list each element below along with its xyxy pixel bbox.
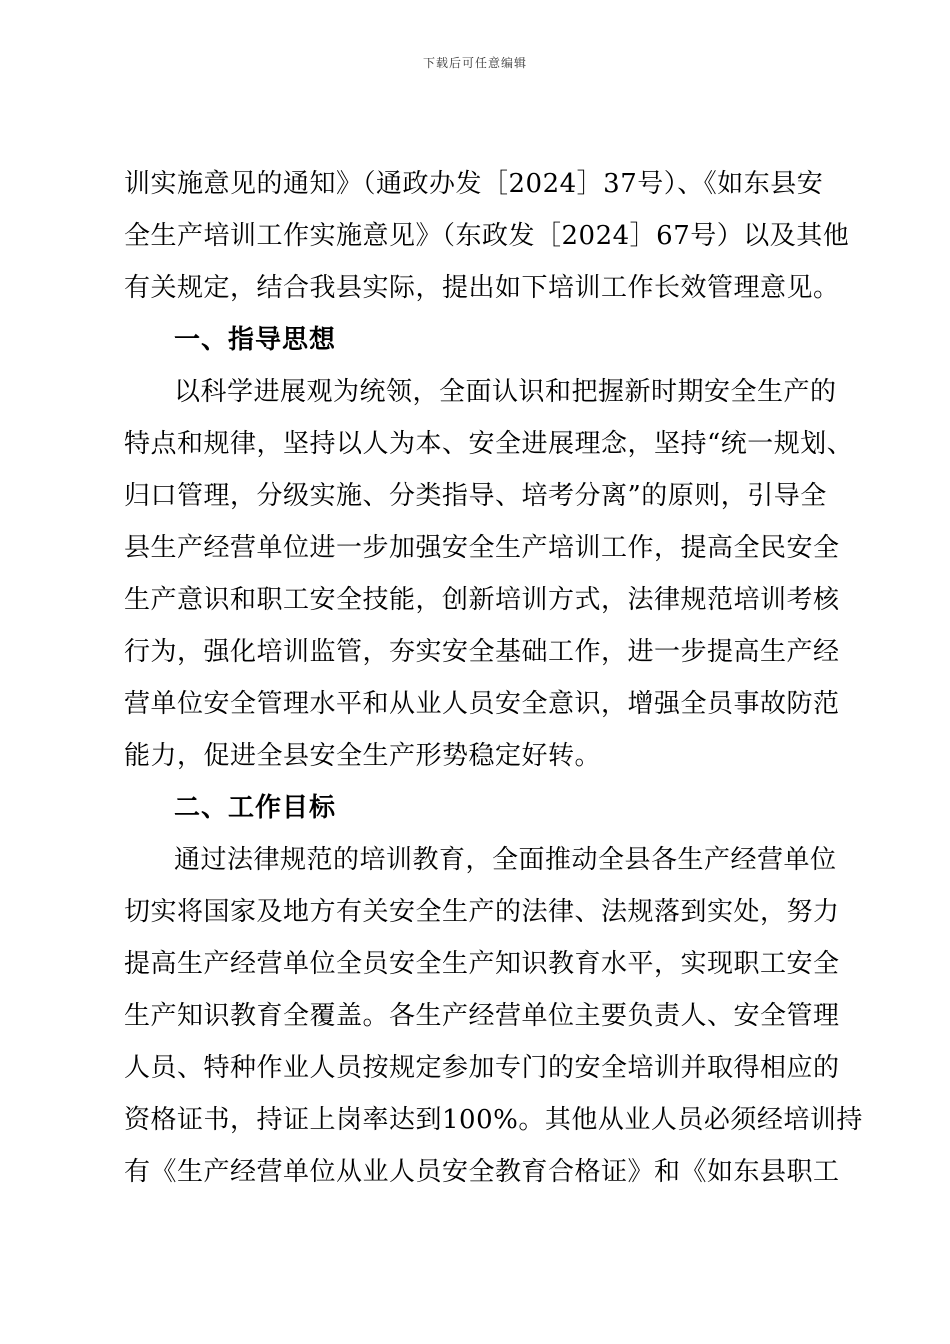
paragraph-line: 有《生产经营单位从业人员安全教育合格证》和《如东县职工 bbox=[124, 1157, 840, 1187]
paragraph-line: 特点和规律，坚持以人为本、安全进展理念，坚持“统一规划、 bbox=[124, 429, 854, 459]
paragraph-line: 营单位安全管理水平和从业人员安全意识，增强全员事故防范 bbox=[124, 689, 840, 719]
paragraph-line: 能力，促进全县安全生产形势稳定好转。 bbox=[124, 741, 602, 771]
intro-line: 全生产培训工作实施意见》（东政发［2024］67号）以及其他 bbox=[124, 221, 850, 251]
section-heading-work-goals: 二、工作目标 bbox=[174, 793, 337, 823]
paragraph-line: 资格证书，持证上岗率达到100%。其他从业人员必须经培训持 bbox=[124, 1105, 863, 1135]
paragraph-line: 人员、特种作业人员按规定参加专门的安全培训并取得相应的 bbox=[124, 1053, 840, 1083]
paragraph-line: 提高生产经营单位全员安全生产知识教育水平，实现职工安全 bbox=[124, 949, 840, 979]
paragraph-line: 归口管理，分级实施、分类指导、培考分离”的原则，引导全 bbox=[124, 481, 827, 511]
document-body bbox=[124, 158, 863, 1198]
paragraph-line: 以科学进展观为统领，全面认识和把握新时期安全生产的 bbox=[174, 377, 837, 407]
paragraph-line: 切实将国家及地方有关安全生产的法律、法规落到实处，努力 bbox=[124, 897, 840, 927]
paragraph-line: 生产意识和职工安全技能，创新培训方式，法律规范培训考核 bbox=[124, 585, 840, 615]
section-heading-guiding-ideology: 一、指导思想 bbox=[174, 325, 337, 355]
paragraph-line: 通过法律规范的培训教育，全面推动全县各生产经营单位 bbox=[174, 845, 837, 875]
paragraph-line: 生产知识教育全覆盖。各生产经营单位主要负责人、安全管理 bbox=[124, 1001, 840, 1031]
page-header-note: 下载后可任意编辑 bbox=[422, 56, 527, 70]
intro-line: 有关规定，结合我县实际，提出如下培训工作长效管理意见。 bbox=[124, 273, 840, 303]
paragraph-line: 行为，强化培训监管，夯实安全基础工作，进一步提高生产经 bbox=[124, 637, 840, 667]
intro-line: 训实施意见的通知》（通政办发［2024］37号）、《如东县安 bbox=[124, 169, 824, 199]
paragraph-line: 县生产经营单位进一步加强安全生产培训工作，提高全民安全 bbox=[124, 533, 840, 563]
